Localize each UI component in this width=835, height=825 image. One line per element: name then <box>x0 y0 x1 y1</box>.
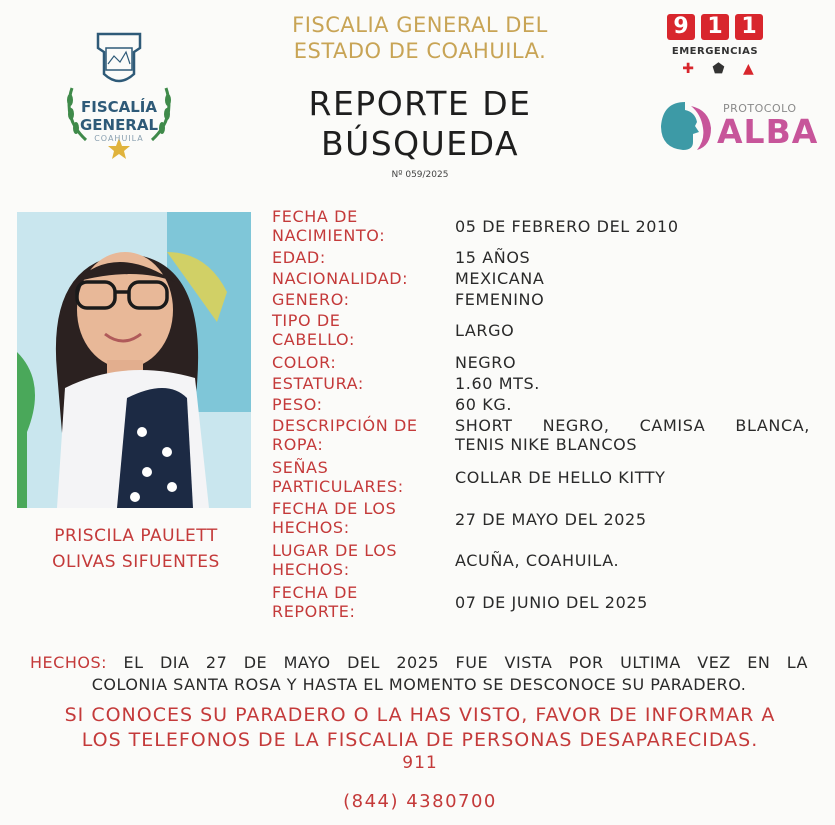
field-value-birthdate: 05 DE FEBRERO DEL 2010 <box>455 217 679 236</box>
missing-person-photo <box>17 212 251 508</box>
field-label-report-date: FECHA DE REPORTE: <box>272 583 358 621</box>
field-label-gender: GENERO: <box>272 290 350 309</box>
field-label-event-place: LUGAR DE LOS HECHOS: <box>272 541 398 579</box>
emergency-number: 911 <box>402 753 438 773</box>
protocolo-alba-logo <box>655 98 819 158</box>
emergency-label: EMERGENCIAS <box>671 46 759 57</box>
agency-line-1: FISCALIA GENERAL DEL <box>292 13 548 37</box>
field-value-report-date: 07 DE JUNIO DEL 2025 <box>455 593 648 612</box>
alba-name: ALBA <box>717 112 819 151</box>
field-value-age: 15 AÑOS <box>455 248 531 267</box>
field-label-hair-type: TIPO DE CABELLO: <box>272 311 355 349</box>
field-value-nationality: MEXICANA <box>455 269 545 288</box>
field-label-event-date: FECHA DE LOS HECHOS: <box>272 499 397 537</box>
title-line-1: REPORTE DE <box>308 84 532 123</box>
person-portrait-image <box>17 212 251 508</box>
field-value-gender: FEMENINO <box>455 290 545 309</box>
digit-9: 9 <box>667 14 695 40</box>
field-value-hair-type: LARGO <box>455 321 515 340</box>
call-to-action-line-2: LOS TELEFONOS DE LA FISCALIA DE PERSONAS DESAPARECIDAS. <box>81 729 759 751</box>
title-line-2: BÚSQUEDA <box>320 124 520 163</box>
field-value-clothing-line1: SHORT NEGRO, CAMISA BLANCA, <box>455 416 810 435</box>
seal-line-3: COAHUILA <box>94 134 144 143</box>
field-value-distinctive-marks: COLLAR DE HELLO KITTY <box>455 468 666 487</box>
fire-icon: ▲ <box>743 61 754 77</box>
emergency-icons <box>673 61 763 77</box>
seal-text <box>58 98 180 144</box>
facts-line-2: COLONIA SANTA ROSA Y HASTA EL MOMENTO SE DESCONOCE SU PARADERO. <box>91 675 747 694</box>
field-label-nationality: NACIONALIDAD: <box>272 269 409 288</box>
report-title <box>250 84 590 164</box>
field-value-weight: 60 KG. <box>455 395 513 414</box>
agency-name <box>250 12 590 64</box>
alba-profile-icon <box>655 98 719 154</box>
facts-text-1: EL DIA 27 DE MAYO DEL 2025 FUE VISTA POR ULTIMA VEZ EN LA <box>123 653 808 672</box>
seal-line-2: GENERAL <box>79 116 159 134</box>
missing-person-name <box>14 523 258 575</box>
emergency-911-logo <box>665 8 765 78</box>
badge-icon: ⬟ <box>712 61 725 77</box>
field-label-weight: PESO: <box>272 395 323 414</box>
field-label-color: COLOR: <box>272 353 337 372</box>
call-to-action-line-1: SI CONOCES SU PARADERO O LA HAS VISTO, FAVOR DE INFORMAR A <box>64 704 776 726</box>
name-line-1: PRISCILA PAULETT <box>54 526 218 546</box>
field-label-height: ESTATURA: <box>272 374 364 393</box>
field-label-clothing: DESCRIPCIÓN DE ROPA: <box>272 416 418 454</box>
field-value-event-date: 27 DE MAYO DEL 2025 <box>455 510 647 529</box>
facts-line-1 <box>30 652 808 674</box>
field-label-age: EDAD: <box>272 248 326 267</box>
agency-line-2: ESTADO DE COAHUILA. <box>293 39 547 63</box>
field-label-distinctive-marks: SEÑAS PARTICULARES: <box>272 458 404 496</box>
facts-label: HECHOS: <box>30 653 107 672</box>
field-value-clothing-line2: TENIS NIKE BLANCOS <box>455 435 638 454</box>
field-value-height: 1.60 MTS. <box>455 374 540 393</box>
field-value-event-place: ACUÑA, COAHUILA. <box>455 551 620 570</box>
report-number: Nº 059/2025 <box>391 170 449 180</box>
seal-line-1: FISCALÍA <box>81 98 157 116</box>
field-value-color: NEGRO <box>455 353 517 372</box>
red-cross-icon: ✚ <box>682 61 694 77</box>
digit-1: 1 <box>701 14 729 40</box>
field-label-birthdate: FECHA DE NACIMIENTO: <box>272 207 386 245</box>
contact-phone: (844) 4380700 <box>343 791 497 812</box>
fiscalia-seal-logo <box>58 28 180 160</box>
digit-1b: 1 <box>735 14 763 40</box>
name-line-2: OLIVAS SIFUENTES <box>52 552 220 572</box>
alba-protocol-label: PROTOCOLO <box>723 102 797 115</box>
